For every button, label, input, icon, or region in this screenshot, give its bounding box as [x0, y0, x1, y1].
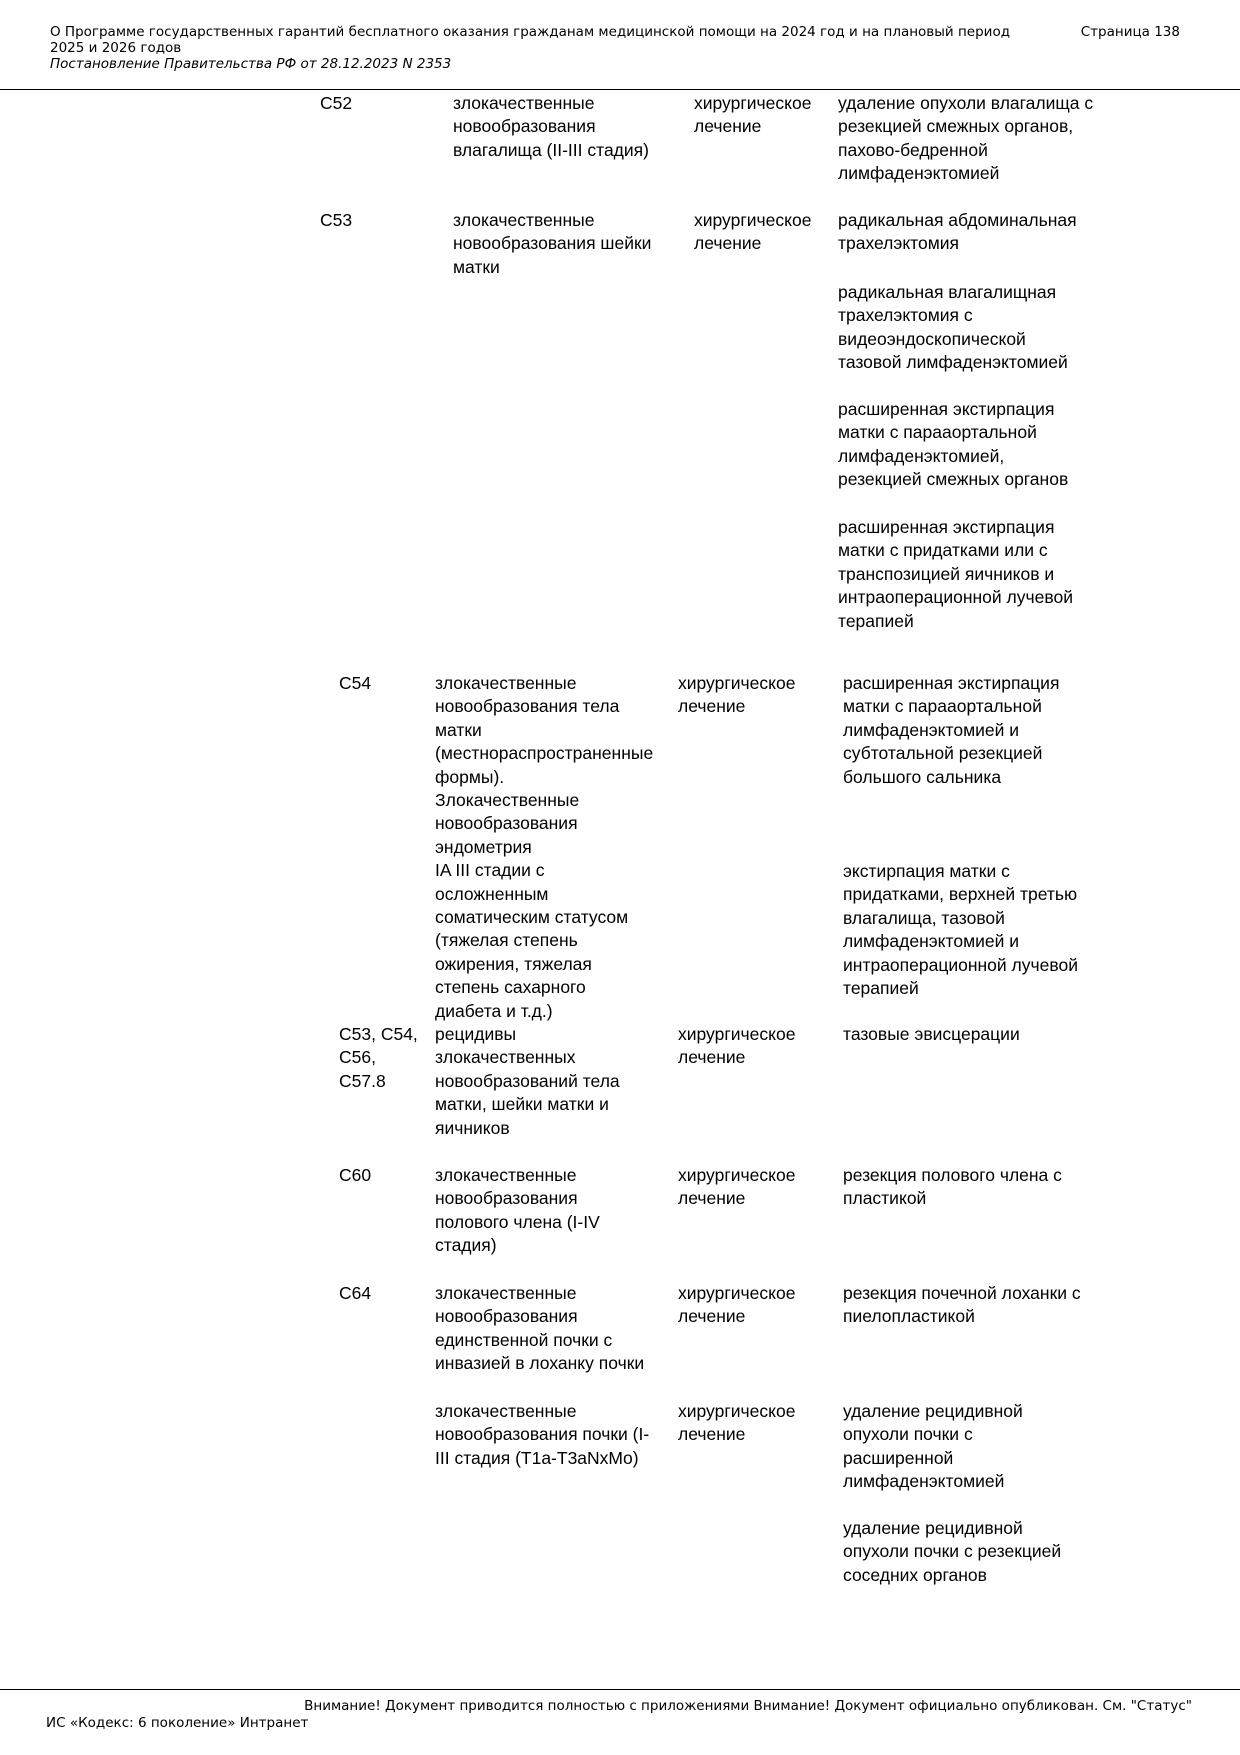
treatment-cell: хирургическое лечение: [694, 93, 812, 137]
code-cell: C60: [339, 1165, 372, 1185]
method-cell: расширенная экстирпация матки с парааортальной лимфаденэктомией и субтотальной резекцией большого сальника: [843, 673, 1060, 787]
code-cell: C53, C54, C56, C57.8: [339, 1024, 418, 1091]
document-subtitle: Постановление Правительства РФ от 28.12.2023 N 2353: [50, 56, 452, 72]
method-cell: резекция полового члена с пластикой: [843, 1165, 1062, 1209]
method-cell: экстирпация матки с придатками, верхней третью влагалища, тазовой лимфаденэктомией и интраоперационной лучевой терапией: [843, 861, 1078, 999]
method-cell: радикальная абдоминальная трахелэктомия: [838, 210, 1077, 254]
method-cell: расширенная экстирпация матки с придатками или с транспозицией яичников и интраоперационной лучевой терапией: [838, 517, 1073, 631]
footer-notice: Внимание! Документ приводится полностью с приложениями Внимание! Документ официально опубликован. См. "Статус": [304, 1698, 1192, 1714]
diagnosis-cell: рецидивы злокачественных новообразований тела матки, шейки матки и яичников: [435, 1024, 620, 1138]
footer-divider: [0, 1689, 1240, 1690]
treatment-cell: хирургическое лечение: [678, 1401, 796, 1445]
diagnosis-cell: злокачественные новообразования шейки матки: [453, 210, 652, 277]
code-cell: C53: [320, 210, 353, 230]
method-cell: расширенная экстирпация матки с парааортальной лимфаденэктомией, резекцией смежных органов: [838, 399, 1069, 490]
method-cell: удаление рецидивной опухоли почки с расширенной лимфаденэктомией: [843, 1401, 1023, 1492]
method-cell: тазовые эвисцерации: [843, 1024, 1020, 1044]
treatment-cell: хирургическое лечение: [678, 1024, 796, 1068]
method-cell: удаление опухоли влагалища с резекцией смежных органов, пахово-бедренной лимфаденэктомией: [838, 93, 1094, 184]
treatment-cell: хирургическое лечение: [694, 210, 812, 254]
code-cell: C54: [339, 673, 372, 693]
method-cell: радикальная влагалищная трахелэктомия с видеоэндоскопической тазовой лимфаденэктомией: [838, 282, 1068, 373]
code-cell: C64: [339, 1283, 372, 1303]
diagnosis-cell: злокачественные новообразования влагалища (II-III стадия): [453, 93, 649, 160]
method-cell: удаление рецидивной опухоли почки с резекцией соседних органов: [843, 1518, 1062, 1585]
header-divider: [0, 89, 1240, 90]
document-title: О Программе государственных гарантий бесплатного оказания гражданам медицинской помощи на 2024 год и на плановый период 2025 и 2026 годов: [50, 24, 1011, 56]
page-number: Страница 138: [1080, 24, 1180, 40]
treatment-cell: хирургическое лечение: [678, 1283, 796, 1327]
footer-system-label: ИС «Кодекс: 6 поколение» Интранет: [46, 1715, 309, 1731]
diagnosis-cell: злокачественные новообразования почки (I- III стадия (T1a-T3aNxMo): [435, 1401, 650, 1468]
diagnosis-cell: злокачественные новообразования полового члена (I-IV стадия): [435, 1165, 600, 1256]
treatment-cell: хирургическое лечение: [678, 673, 796, 717]
treatment-cell: хирургическое лечение: [678, 1165, 796, 1209]
diagnosis-cell: злокачественные новообразования единственной почки с инвазией в лоханку почки: [435, 1283, 645, 1374]
diagnosis-cell: злокачественные новообразования тела матки (местнораспространенные формы). Злокачественные новообразования эндометрия IA III стадии с осложненным соматическим статусом (тяжелая степень ожирения, тяжелая степень сахарного диабета и т.д.): [435, 673, 654, 1021]
code-cell: C52: [320, 93, 353, 113]
method-cell: резекция почечной лоханки с пиелопластикой: [843, 1283, 1081, 1327]
